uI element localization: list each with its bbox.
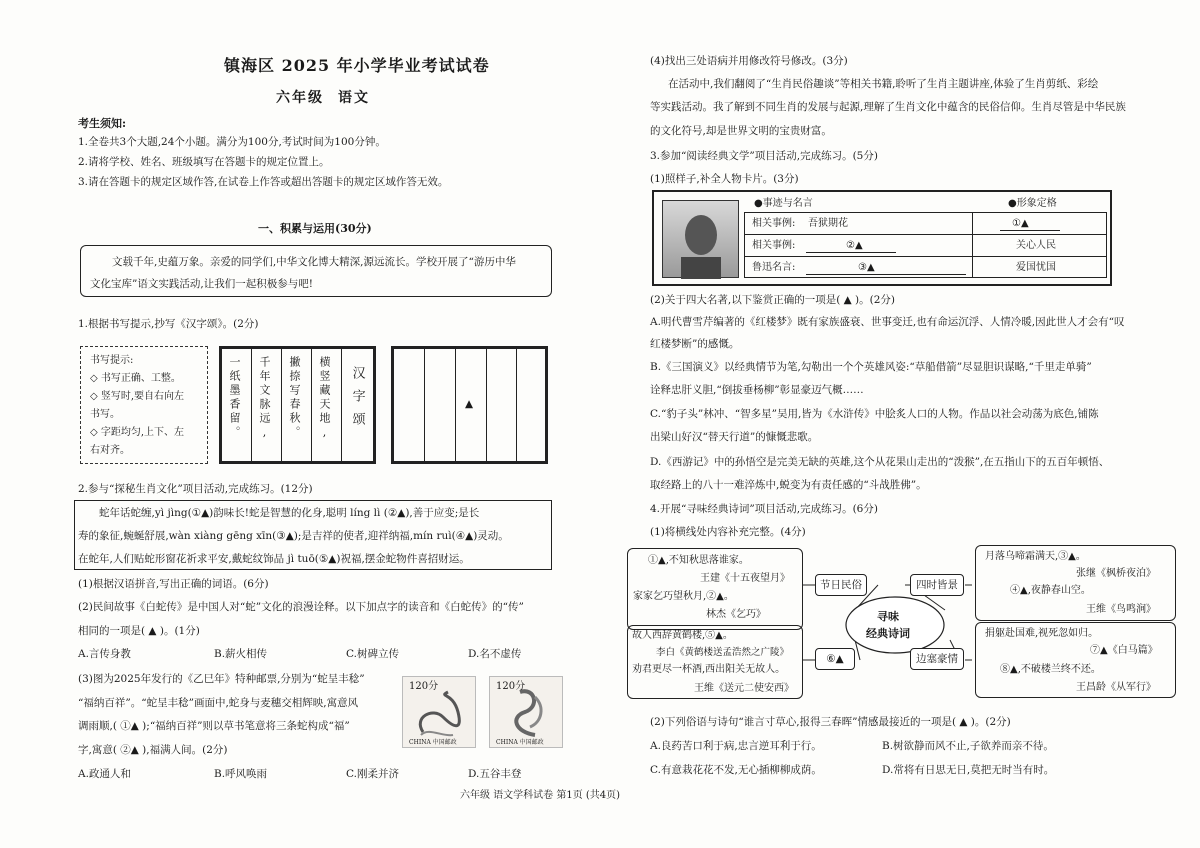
q2-sub3-line4: 字,寓意( ②▲ ),福满人间。(2分) <box>78 744 228 756</box>
node-festival: 节日民俗 <box>815 574 867 596</box>
q4-option-a[interactable]: A.良药苦口利于病,忠言逆耳利于行。 <box>650 740 822 752</box>
q2-sub2-option-a[interactable]: A.言传身教 <box>78 648 131 660</box>
card-row-divider-1 <box>744 234 1107 235</box>
poem-divider-3 <box>311 349 312 461</box>
q3-sub2: (2)关于四大名著,以下鉴赏正确的一项是( ▲ )。(2分) <box>650 294 896 306</box>
q2-sub1: (1)根据汉语拼音,写出正确的词语。(6分) <box>78 578 269 590</box>
card-row1-right: ①▲ <box>1012 218 1029 229</box>
q3-option-b-1[interactable]: B.《三国演义》以经典情节为笔,勾勒出一个个英雄风姿:“草船借箭”尽显胆识谋略,“千里走单骑” <box>650 361 1092 373</box>
q4-text: 4.开展“寻味经典诗词”项目活动,完成练习。(6分) <box>650 503 878 515</box>
tip-4: ◇ 字距均匀,上下、左 <box>90 427 185 438</box>
stamp-2-label: CHINA 中国邮政 <box>496 739 544 746</box>
poem-divider-4 <box>341 349 342 461</box>
card-row3-value: ③▲ <box>858 262 875 273</box>
q3-option-a-2: 红楼梦断”的感慨。 <box>650 338 740 350</box>
q3-option-d-1[interactable]: D.《西游记》中的孙悟空是完美无缺的英雄,这个从花果山走出的“泼猴”,在五指山下的五百年顿悟、 <box>650 456 1110 468</box>
box-tr-1: 月落乌啼霜满天,③▲。 <box>985 551 1086 562</box>
q2-passage-2: 寿的象征,蜿蜒舒展,wàn xiàng gēng xīn(③▲);是吉祥的使者,迎祥纳福,mín ruì(④▲)灵动。 <box>78 530 509 542</box>
poem-column-1: 一纸墨香留。 <box>228 356 241 440</box>
box-tr-2: 张继《枫桥夜泊》 <box>1076 568 1156 579</box>
q3-text: 3.参加“阅读经典文学”项目活动,完成练习。(5分) <box>650 150 878 162</box>
q2-sub3-option-b[interactable]: B.呼风唤雨 <box>214 768 268 780</box>
grid-line-1 <box>424 349 425 461</box>
q2-sub3-line1: (3)图为2025年发行的《乙巳年》特种邮票,分别为“蛇呈丰稔” <box>78 673 365 685</box>
poem-divider-1 <box>251 349 252 461</box>
snake-stamp-2 <box>489 676 563 748</box>
box-br-4: 王昌龄《从军行》 <box>1076 682 1156 693</box>
card-blank-1 <box>1000 230 1060 231</box>
card-blank-2 <box>806 252 896 253</box>
notice-line-2: 2.请将学校、姓名、班级填写在答题卡的规定位置上。 <box>78 156 330 168</box>
node-blank-6: ⑥▲ <box>815 648 855 670</box>
q4-sub2: (2)下列俗语与诗句“谁言寸草心,报得三春晖”情感最接近的一项是( ▲ )。(2分) <box>650 716 1011 728</box>
q3-option-a-1[interactable]: A.明代曹雪芹编著的《红楼梦》既有家族盛衰、世事变迁,也有命运沉浮、人情冷暖,因此世人才会有“叹 <box>650 316 1125 328</box>
card-col-divider <box>972 212 973 278</box>
card-row2-right: 关心人民 <box>1016 240 1056 251</box>
mind-map-center-1: 寻味 <box>877 610 899 623</box>
card-blank-3 <box>806 274 966 275</box>
notice-heading: 考生须知: <box>78 117 127 130</box>
q2-4-text: (4)找出三处语病并用修改符号修改。(3分) <box>650 55 848 67</box>
q2-text: 2.参与“探秘生肖文化”项目活动,完成练习。(12分) <box>78 483 313 495</box>
portrait-icon <box>663 201 740 279</box>
q3-option-b-2: 诠释忠肝义胆,“倒拔垂杨柳”彰显豪迈气概…… <box>650 384 864 396</box>
q2-sub2-option-b[interactable]: B.薪火相传 <box>214 648 268 660</box>
box-tl-2: 王建《十五夜望月》 <box>700 573 790 584</box>
q4-option-d[interactable]: D.常将有日思无日,莫把无时当有时。 <box>882 764 1055 776</box>
grid-line-2 <box>455 349 456 461</box>
grid-line-3 <box>486 349 487 461</box>
q3-option-c-2: 出梁山好汉“替天行道”的慷慨悲歌。 <box>650 431 819 443</box>
card-row2-label: 相关事例: <box>752 240 796 251</box>
node-frontier: 边塞豪情 <box>910 648 964 670</box>
q2-sub2-option-c[interactable]: C.树碑立传 <box>346 648 399 660</box>
q4-option-b[interactable]: B.树欲静而风不止,子欲养而亲不待。 <box>882 740 1054 752</box>
snake-stamp-1 <box>402 676 476 748</box>
subject-label: 语文 <box>338 90 370 106</box>
card-row3-label: 鲁迅名言: <box>752 262 796 273</box>
intro-line-1: 文载千年,史蕴万象。亲爱的同学们,中华文化博大精深,源远流长。学校开展了“游历中华 <box>112 256 516 268</box>
box-tl-3: 家家乞巧望秋月,②▲。 <box>633 591 734 602</box>
box-br-1: 捐躯赴国难,视死忽如归。 <box>985 628 1099 639</box>
poem-column-3: 撇捺写春秋。 <box>288 356 301 440</box>
notice-line-3: 3.请在答题卡的规定区域作答,在试卷上作答或超出答题卡的规定区域作答无效。 <box>78 176 449 188</box>
card-row2-value: ②▲ <box>846 240 863 251</box>
q3-option-c-1[interactable]: C.“豹子头”林冲、“智多星”吴用,皆为《水浒传》中脍炙人口的人物。作品以社会动荡为底色,铺陈 <box>650 408 1099 420</box>
tips-title: 书写提示: <box>90 355 134 366</box>
stamp-1-label: CHINA 中国邮政 <box>409 739 457 746</box>
q2-passage-1: 蛇年话蛇缠,yì jìng(①▲)韵味长!蛇是智慧的化身,聪明 líng lì (②▲),善于应变;是长 <box>99 507 480 519</box>
exam-title: 镇海区 2025 年小学毕业考试试卷 <box>224 56 490 75</box>
q2-sub3-line2: “福纳百祥”。“蛇呈丰稔”画面中,蛇身与麦穗交相辉映,寓意风 <box>78 697 359 709</box>
stamp-2-value: 120分 <box>496 681 526 692</box>
section-1-heading: 一、积累与运用(30分) <box>258 222 372 235</box>
mind-map-center-2: 经典诗词 <box>866 627 910 640</box>
box-tr-3: ④▲,夜静春山空。 <box>1010 585 1091 596</box>
box-tl-1: ①▲,不知秋思落谁家。 <box>648 555 749 566</box>
tip-5: 右对齐。 <box>90 445 130 456</box>
card-header-1: ●事迹与名言 <box>754 198 813 209</box>
grid-line-4 <box>516 349 517 461</box>
tip-1: ◇ 书写正确、工整。 <box>90 373 181 384</box>
box-br-2: ⑦▲《白马篇》 <box>1090 645 1158 656</box>
tip-2: ◇ 竖写时,要自右向左 <box>90 391 185 402</box>
q2-4-line-3: 的文化符号,却是世界文明的宝贵财富。 <box>650 125 832 137</box>
tip-3: 书写。 <box>90 409 120 420</box>
grade-label: 六年级 <box>276 90 324 106</box>
poem-title: 汉字颂 <box>349 366 365 435</box>
stamp-1-value: 120分 <box>409 681 439 692</box>
box-bl-1: 故人西辞黄鹤楼,⑤▲。 <box>632 630 733 641</box>
q4-option-c[interactable]: C.有意栽花花不发,无心插柳柳成荫。 <box>650 764 822 776</box>
notice-line-1: 1.全卷共3个大题,24个小题。满分为100分,考试时间为100分钟。 <box>78 136 386 148</box>
box-bl-3: 劝君更尽一杯酒,西出阳关无故人。 <box>632 664 786 675</box>
lu-xun-portrait <box>662 200 739 278</box>
q2-sub2-option-d[interactable]: D.名不虚传 <box>468 648 522 660</box>
card-header-2: ●形象定格 <box>1008 198 1057 209</box>
box-bl-4: 王维《送元二使安西》 <box>694 683 794 694</box>
q2-passage-3: 在蛇年,人们贴蛇形窗花祈求平安,戴蛇纹饰品 jì tuō(⑤▲)祝福,摆金蛇物件喜招财运。 <box>78 553 470 565</box>
box-br-3: ⑧▲,不破楼兰终不还。 <box>1000 664 1101 675</box>
page-footer: 六年级 语文学科试卷 第1页 (共4页) <box>460 790 621 801</box>
q3-sub1: (1)照样子,补全人物卡片。(3分) <box>650 173 799 185</box>
node-seasons: 四时皆景 <box>910 574 964 596</box>
card-row1-label: 相关事例: <box>752 218 796 229</box>
poem-column-2: 千年文脉远, <box>258 356 271 442</box>
q4-sub1: (1)将横线处内容补充完整。(4分) <box>650 526 806 538</box>
card-row1-value: 吾狱期花 <box>808 218 848 229</box>
poem-column-4: 横竖藏天地, <box>318 356 331 442</box>
box-tr-4: 王维《鸟鸣涧》 <box>1086 604 1156 615</box>
q1-text: 1.根据书写提示,抄写《汉字颂》。(2分) <box>78 318 259 330</box>
grid-answer-mark: ▲ <box>465 398 474 410</box>
q2-4-line-1: 在活动中,我们翻阅了“生肖民俗趣谈”等相关书籍,聆听了生肖主题讲座,体验了生肖剪纸、彩绘 <box>668 78 1099 90</box>
q2-sub2-line2: 相同的一项是( ▲ )。(1分) <box>78 625 200 637</box>
box-tl-4: 林杰《乞巧》 <box>706 609 766 620</box>
q2-sub3-option-a[interactable]: A.政通人和 <box>78 768 131 780</box>
box-bl-2: 李白《黄鹤楼送孟浩然之广陵》 <box>656 647 790 658</box>
card-row3-right: 爱国忧国 <box>1016 262 1056 273</box>
q2-sub3-option-d[interactable]: D.五谷丰登 <box>468 768 522 780</box>
q3-option-d-2: 取经路上的八十一难淬炼中,蜕变为有责任感的“斗战胜佛”。 <box>650 479 927 491</box>
q2-sub3-line3: 调雨顺,( ①▲ );“福纳百祥”则以草书笔意将三条蛇构成“福” <box>78 720 350 732</box>
q2-4-line-2: 等实践活动。我了解到不同生肖的发展与起源,理解了生肖文化中蕴含的民俗信仰。生肖尽管是中华民族 <box>650 101 1126 113</box>
intro-line-2: 文化宝库”语文实践活动,让我们一起积极参与吧! <box>90 278 313 290</box>
q2-sub3-option-c[interactable]: C.刚柔并济 <box>346 768 399 780</box>
card-row-divider-2 <box>744 256 1107 257</box>
q2-sub2-line1: (2)民间故事《白蛇传》是中国人对“蛇”文化的浪漫诠释。以下加点字的读音和《白蛇传》的“传” <box>78 601 524 613</box>
poem-divider-2 <box>281 349 282 461</box>
